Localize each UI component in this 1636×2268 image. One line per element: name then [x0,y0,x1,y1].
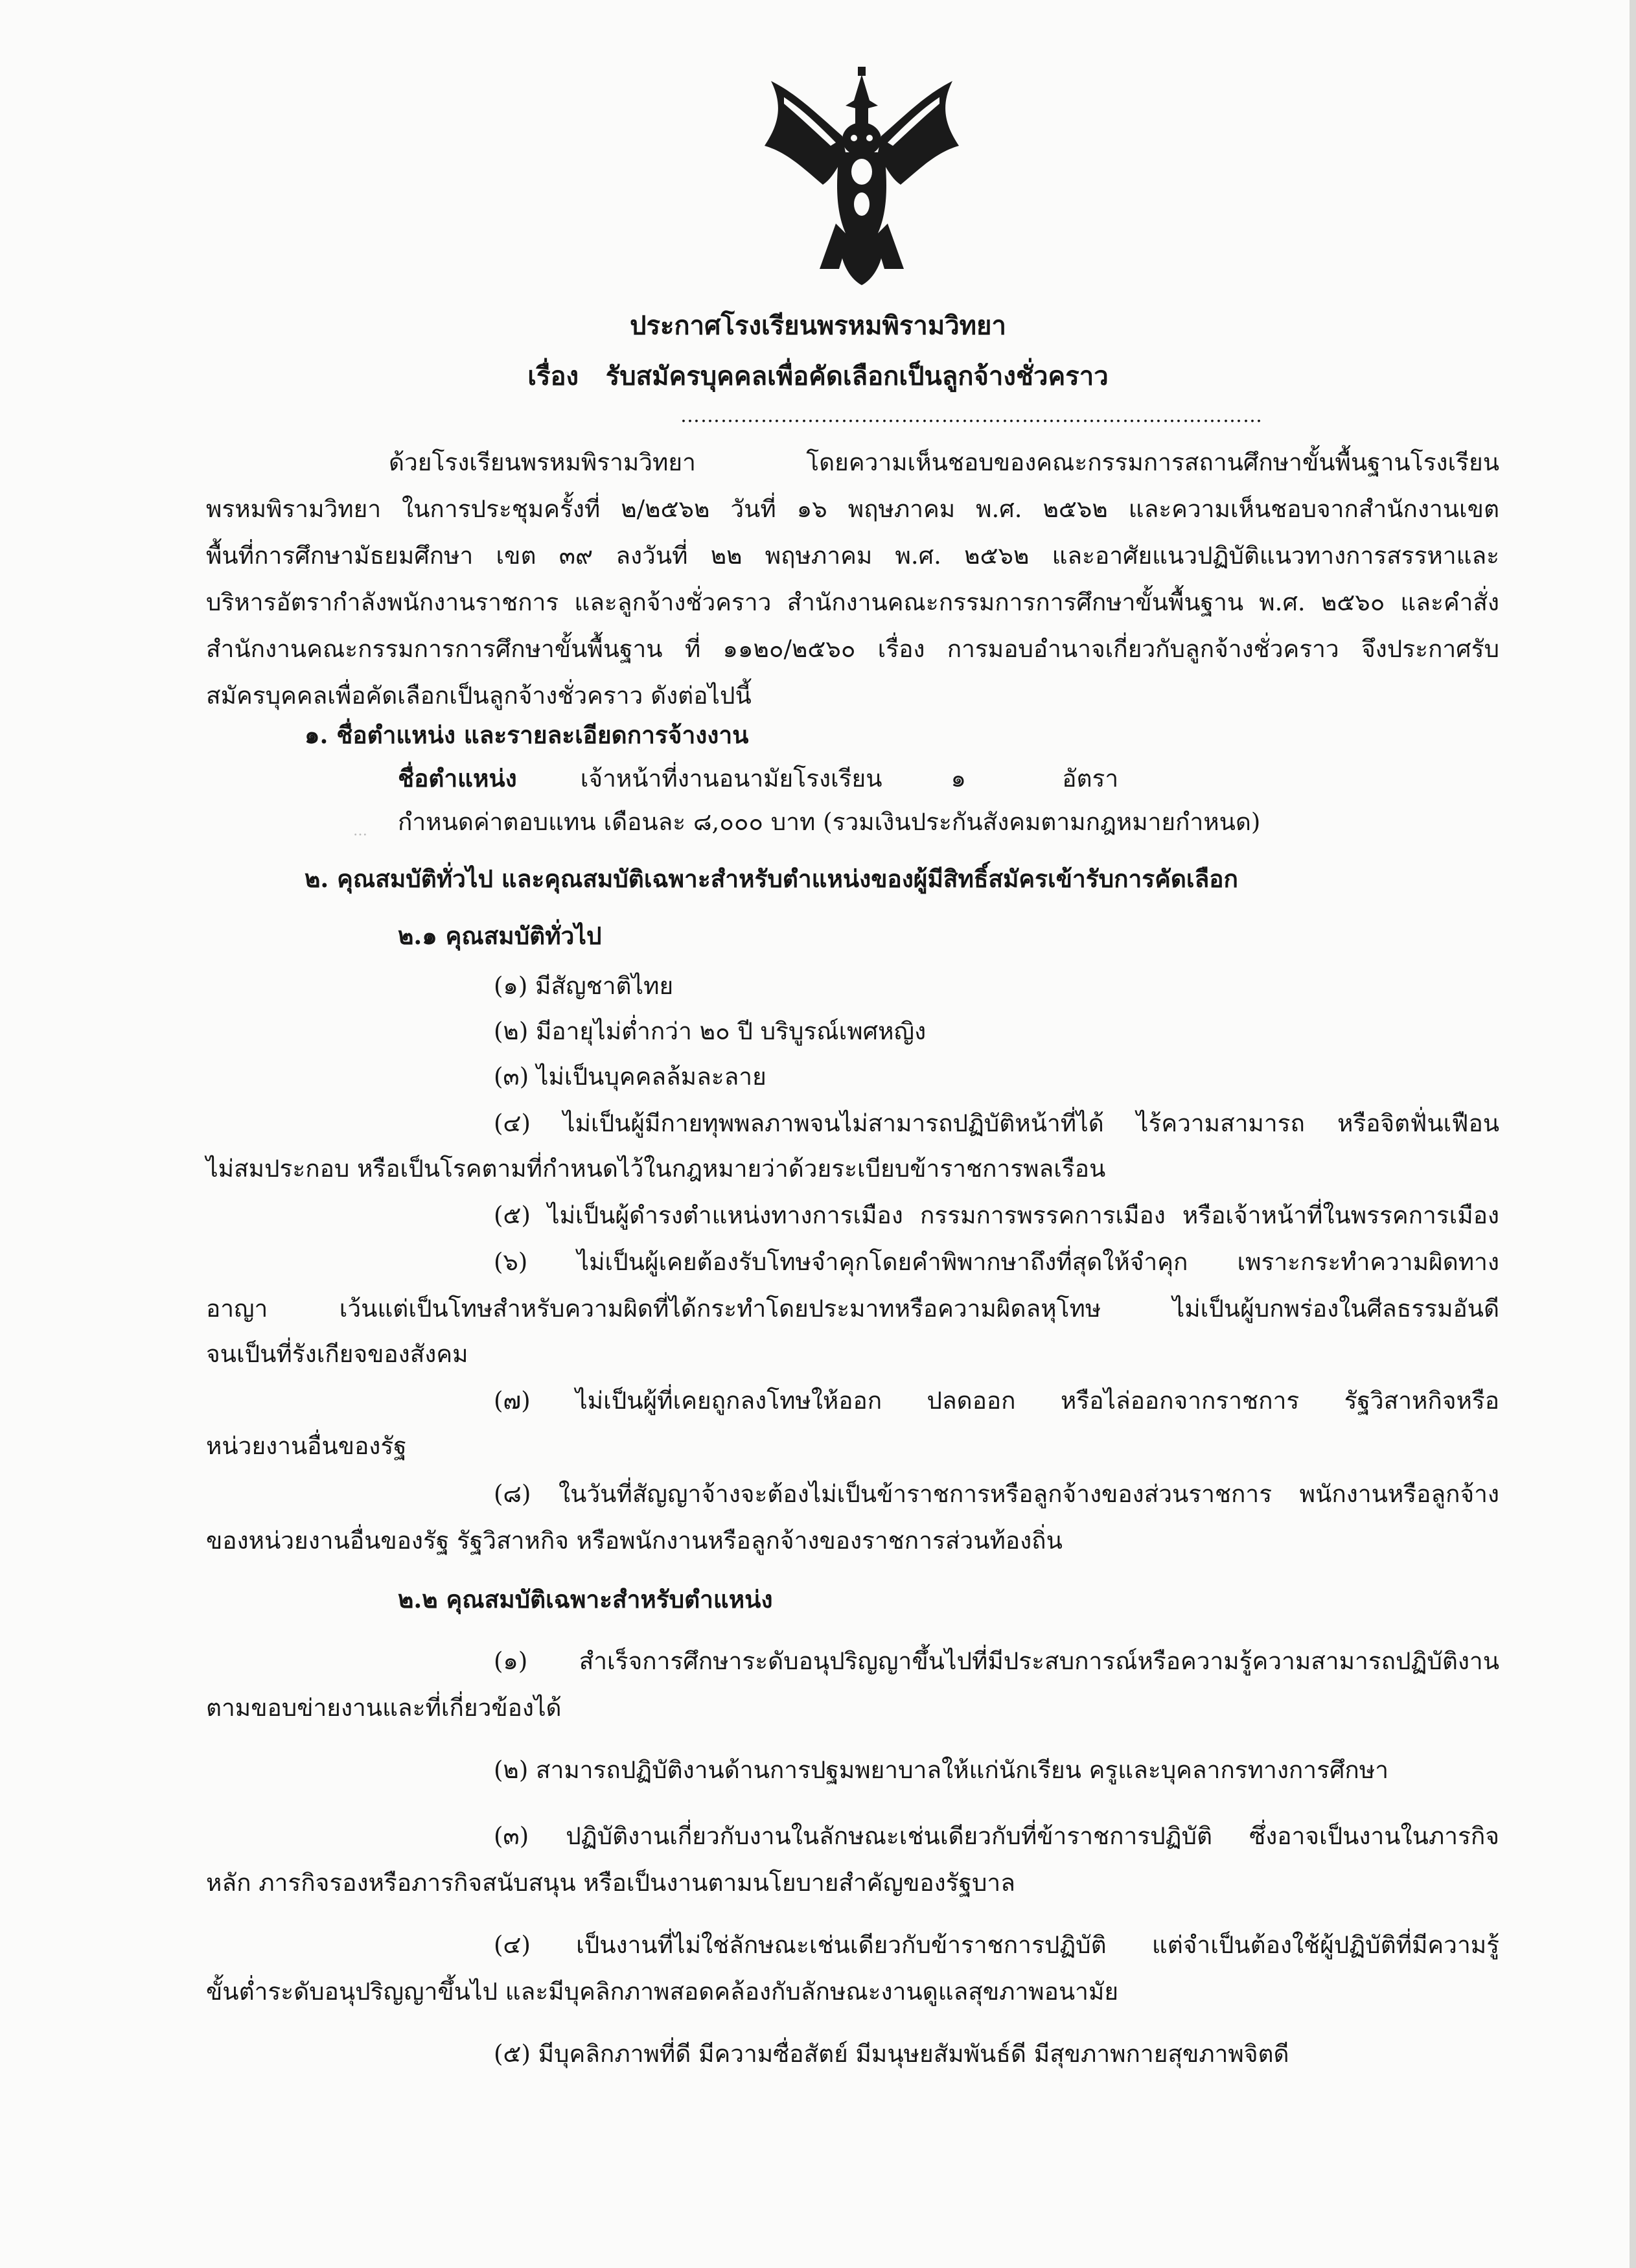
announcement-title: ประกาศโรงเรียนพรหมพิรามวิทยา [630,310,1006,341]
position-unit: อัตรา [1062,765,1119,793]
intro-line: สำนักงานคณะกรรมการการศึกษาขั้นพื้นฐาน ที่ ๑๑๒๐/๒๕๖๐ เรื่อง การมอบอำนาจเกี่ยวกับลูกจ้างชั่วคราว จึงประกาศรับ [206,635,1499,663]
intro-line: พื้นที่การศึกษามัธยมศึกษา เขต ๓๙ ลงวันที่ ๒๒ พฤษภาคม พ.ศ. ๒๕๖๒ และอาศัยแนวปฏิบัติแนวทางการสรรหาและ [206,542,1499,570]
intro-line: สมัครบุคคลเพื่อคัดเลือกเป็นลูกจ้างชั่วคราว ดังต่อไปนี้ [206,682,752,710]
salary-line: กำหนดค่าตอบแทน เดือนละ ๘,๐๐๐ บาท (รวมเงินประกันสังคมตามกฎหมายกำหนด) [398,808,1261,836]
general-item: (๘) ในวันที่สัญญาจ้างจะต้องไม่เป็นข้าราชการหรือลูกจ้างของส่วนราชการ พนักงานหรือลูกจ้าง [494,1480,1499,1508]
specific-item-cont: ขั้นต่ำระดับอนุปริญญาขึ้นไป และมีบุคลิกภาพสอดคล้องกับลักษณะงานดูแลสุขภาพอนามัย [206,1978,1119,2006]
general-item-cont: หน่วยงานอื่นของรัฐ [206,1432,407,1460]
subject-label: เรื่อง [527,361,579,391]
section2-heading: ๒. คุณสมบัติทั่วไป และคุณสมบัติเฉพาะสำหรับตำแหน่งของผู้มีสิทธิ์สมัครเข้ารับการคัดเลือก [305,864,1238,893]
title-separator: …………………………………………………………………………… [680,404,1263,427]
announcement-subject [0,355,1636,397]
specific-item-cont: หลัก ภารกิจรองหรือภารกิจสนับสนุน หรือเป็นงานตามนโยบายสำคัญของรัฐบาล [206,1869,1015,1897]
position-label: ชื่อตำแหน่ง [398,764,517,793]
intro-line: บริหารอัตรากำลังพนักงานราชการ และลูกจ้างชั่วคราว สำนักงานคณะกรรมการการศึกษาขั้นพื้นฐาน พ.ศ. ๒๕๖๐ และคำสั่ง [206,588,1499,616]
intro-line: ด้วยโรงเรียนพรหมพิรามวิทยา โดยความเห็นชอบของคณะกรรมการสถานศึกษาขั้นพื้นฐานโรงเรียน [389,448,1499,476]
position-count: ๑ [950,765,967,793]
position-row [398,759,1118,798]
specific-heading: ๒.๒ คุณสมบัติเฉพาะสำหรับตำแหน่ง [398,1585,773,1614]
general-item: (๒) มีอายุไม่ต่ำกว่า ๒๐ ปี บริบูรณ์เพศหญิง [494,1017,927,1045]
general-item-cont: ไม่สมประกอบ หรือเป็นโรคตามที่กำหนดไว้ในกฎหมายว่าด้วยระเบียบข้าราชการพลเรือน [206,1155,1106,1183]
general-item: (๕) ไม่เป็นผู้ดำรงตำแหน่งทางการเมือง กรรมการพรรคการเมือง หรือเจ้าหน้าที่ในพรรคการเมือง [494,1201,1499,1229]
position-name: เจ้าหน้าที่งานอนามัยโรงเรียน [580,765,882,793]
specific-item: (๒) สามารถปฏิบัติงานด้านการปฐมพยาบาลให้แก่นักเรียน ครูและบุคลากรทางการศึกษา [494,1756,1388,1784]
specific-item-cont: ตามขอบข่ายงานและที่เกี่ยวข้องได้ [206,1694,562,1722]
general-heading: ๒.๑ คุณสมบัติทั่วไป [398,921,602,950]
general-item: (๓) ไม่เป็นบุคคลล้มละลาย [494,1063,766,1091]
general-item-cont: อาญา เว้นแต่เป็นโทษสำหรับความผิดที่ได้กระทำโดยประมาทหรือความผิดลหุโทษ ไม่เป็นผู้บกพร่องในศีลธรรมอันดี [206,1295,1499,1323]
specific-item: (๕) มีบุคลิกภาพที่ดี มีความซื่อสัตย์ มีมนุษยสัมพันธ์ดี มีสุขภาพกายสุขภาพจิตดี [494,2040,1289,2068]
specific-item: (๔) เป็นงานที่ไม่ใช่ลักษณะเช่นเดียวกับข้าราชการปฏิบัติ แต่จำเป็นต้องใช้ผู้ปฏิบัติที่มีความรู้ [494,1931,1499,1959]
garuda-emblem-icon [758,55,965,288]
specific-item: (๑) สำเร็จการศึกษาระดับอนุปริญญาขึ้นไปที่มีประสบการณ์หรือความรู้ความสามารถปฏิบัติงาน [494,1647,1499,1675]
general-item: (๑) มีสัญชาติไทย [494,972,674,1000]
section1-heading: ๑. ชื่อตำแหน่ง และรายละเอียดการจ้างงาน [305,721,749,749]
general-item: (๔) ไม่เป็นผู้มีกายทุพพลภาพจนไม่สามารถปฏิบัติหน้าที่ได้ ไร้ความสามารถ หรือจิตฟั่นเฟือน [494,1109,1499,1137]
intro-line: พรหมพิรามวิทยา ในการประชุมครั้งที่ ๒/๒๕๖๒ วันที่ ๑๖ พฤษภาคม พ.ศ. ๒๕๖๒ และความเห็นชอบจากสำนักงานเขต [206,495,1499,523]
general-item: (๗) ไม่เป็นผู้ที่เคยถูกลงโทษให้ออก ปลดออก หรือไล่ออกจากราชการ รัฐวิสาหกิจหรือ [494,1387,1499,1415]
general-item-cont: จนเป็นที่รังเกียจของสังคม [206,1340,468,1368]
subject-text: รับสมัครบุคคลเพื่อคัดเลือกเป็นลูกจ้างชั่วคราว [605,361,1109,391]
faint-ellipsis-mark: … [353,823,367,839]
general-item: (๖) ไม่เป็นผู้เคยต้องรับโทษจำคุกโดยคำพิพากษาถึงที่สุดให้จำคุก เพราะกระทำความผิดทาง [494,1248,1499,1276]
specific-item: (๓) ปฏิบัติงานเกี่ยวกับงานในลักษณะเช่นเดียวกับที่ข้าราชการปฏิบัติ ซึ่งอาจเป็นงานในภารกิจ [494,1822,1499,1850]
general-item-cont: ของหน่วยงานอื่นของรัฐ รัฐวิสาหกิจ หรือพนักงานหรือลูกจ้างของราชการส่วนท้องถิ่น [206,1527,1063,1555]
